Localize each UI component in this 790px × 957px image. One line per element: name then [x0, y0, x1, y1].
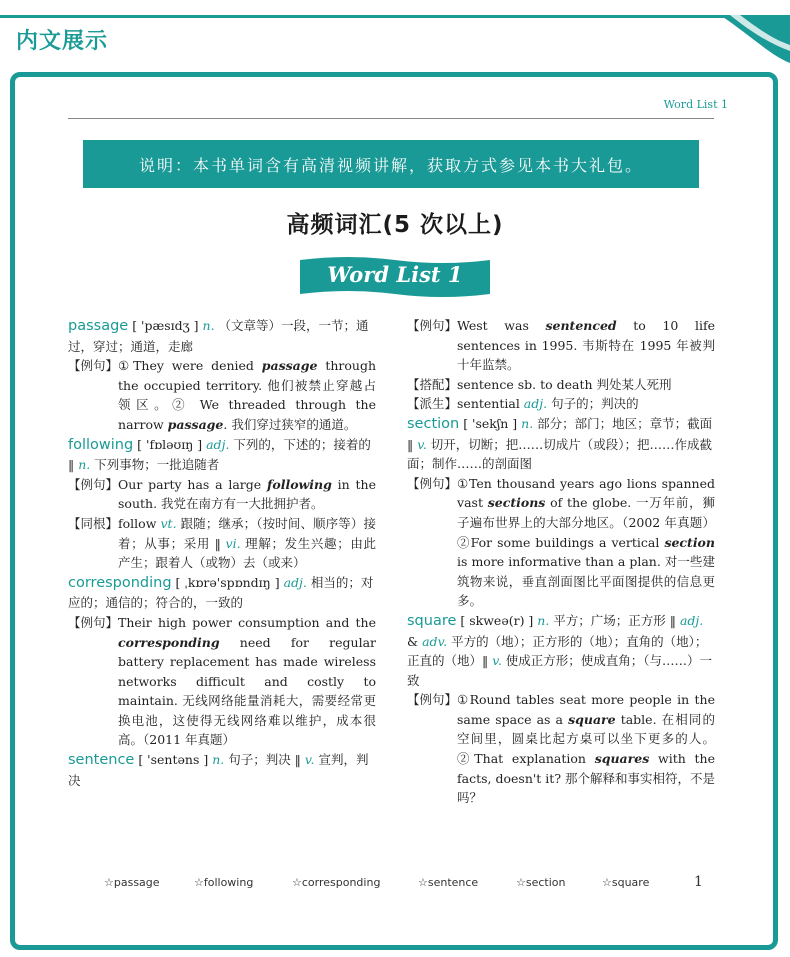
entry-corresponding — [68, 573, 376, 613]
example-keyword: square — [568, 711, 616, 727]
phonetic: [ ˌkɒrə'spɒndɪŋ ] — [171, 574, 284, 590]
example-part: need for regular battery replacement has made wireless networks difficult and costly to maintain. 无线网络能量消耗大，需要经常更换电池，这使得无线网络难以维护，成本很高。（2011 年真题） — [118, 634, 376, 748]
example-part: ①They were denied — [118, 358, 262, 374]
phonetic: [ 'fɒləʊɪŋ ] — [133, 436, 207, 452]
corner-decoration — [700, 15, 790, 65]
footer-item: ☆sentence — [418, 876, 479, 889]
headword: section — [407, 415, 460, 432]
cognate-part: 理解；发生兴趣；由此产生；跟着人（或物）去（或来） — [118, 535, 376, 571]
definition: 平方；广场；正方形 ‖ — [549, 612, 680, 628]
part-of-speech: n. — [202, 318, 215, 333]
part-of-speech: adj. — [283, 574, 307, 590]
part-of-speech: n. — [78, 457, 91, 473]
example-part: ①Ten thousand years ago lions spanned vast — [457, 475, 715, 511]
example-part: through the occupied territory. 他们被禁止穿越占领区。② We threaded through the narrow — [118, 358, 376, 432]
part-of-speech: adj. — [206, 436, 230, 452]
derivative-part: sentential — [457, 396, 524, 412]
phonetic: [ 'sekʃn ] — [459, 415, 522, 431]
example-tag: 【例句】 — [68, 358, 119, 374]
example-text — [457, 474, 715, 611]
part-of-speech: vi. — [225, 535, 241, 551]
running-head: Word List 1 — [663, 98, 728, 111]
part-of-speech: v. — [417, 436, 427, 452]
right-column — [407, 316, 715, 808]
example-part: . 我们穿过狭窄的通道。 — [223, 416, 357, 432]
example-keyword: following — [266, 476, 332, 492]
example-corresponding — [68, 613, 376, 750]
entry-square — [407, 611, 715, 690]
example-keyword: sections — [487, 495, 546, 511]
definition: 部分；部门；地区；章节；截面 ‖ — [407, 415, 713, 452]
example-part: West was — [457, 318, 546, 333]
phonetic: [ 'pæsɪdʒ ] — [128, 318, 203, 333]
headword: passage — [68, 318, 129, 334]
definition: 下列的，下述的；接着的 ‖ — [68, 436, 371, 473]
cognate-part: follow — [118, 515, 161, 531]
entry-passage — [68, 316, 376, 356]
example-keyword: passage — [261, 358, 318, 374]
entry-sentence — [68, 750, 376, 790]
example-text — [118, 613, 376, 750]
part-of-speech: n. — [521, 415, 534, 431]
headword: following — [68, 436, 134, 453]
definition: 下列事物；一批追随者 — [90, 457, 220, 473]
example-part: to 10 life sentences in 1995. 韦斯特在 1995 年被判十年监禁。 — [457, 318, 715, 373]
example-part: Our party has a large — [118, 476, 267, 492]
example-part: ①Round tables seat more people in the same space as a — [457, 692, 715, 727]
example-passage — [68, 356, 376, 434]
definition: （文章等）一段，一节；通过，穿过；通道，走廊 — [68, 318, 369, 354]
definition: 切开，切断；把……切成片（或段）；把……作成截面；制作……的剖面图 — [407, 436, 713, 472]
example-keyword: section — [664, 534, 715, 550]
entry-section — [407, 414, 715, 474]
headword: sentence — [68, 752, 135, 769]
header-rule — [0, 15, 790, 18]
example-section — [407, 474, 715, 611]
footer-item: ☆section — [516, 876, 566, 889]
example-keyword: passage — [167, 416, 224, 432]
phonetic: [ skweə(r) ] — [456, 612, 538, 628]
derivative-sentence — [407, 394, 715, 414]
part-of-speech: adj. — [679, 612, 704, 628]
definition: & — [407, 633, 423, 649]
definition: 句子；判决 ‖ — [224, 752, 305, 768]
example-following — [68, 475, 376, 514]
example-tag: 【例句】 — [407, 692, 458, 708]
example-text — [457, 690, 715, 808]
example-part: of the globe. 一万年前，狮子遍布世界上的大部分地区。（2002 年真题）②For some buildings a vertical — [457, 495, 715, 550]
example-tag: 【例句】 — [407, 475, 458, 491]
cognate-following — [68, 514, 376, 573]
example-keyword: squares — [594, 751, 650, 767]
example-tag: 【例句】 — [68, 476, 119, 492]
example-tag: 【例句】 — [68, 614, 119, 630]
headword: square — [407, 612, 457, 629]
cognate-text — [118, 514, 376, 573]
banner-label: Word List 1 — [327, 262, 463, 287]
part-of-speech: adj. — [523, 396, 548, 412]
footer-item: ☆passage — [104, 876, 160, 889]
definition: 平方的（地）；正方形的（地）；直角的（地）；正直的（地）‖ — [407, 633, 708, 669]
cognate-tag: 【同根】 — [68, 515, 119, 531]
notice-box — [83, 140, 699, 188]
footer-item: ☆following — [194, 876, 254, 889]
cognate-part: 跟随；继承；（按时间、顺序等）接着；从事；采用 ‖ — [118, 515, 376, 551]
phonetic: [ 'sentəns ] — [134, 752, 213, 768]
header-divider — [68, 118, 714, 119]
part-of-speech: adv. — [422, 633, 448, 649]
example-keyword: corresponding — [118, 634, 220, 650]
example-part: table. 在相同的空间里，圆桌比起方桌可以坐下更多的人。②That explanation — [457, 711, 715, 767]
derivative-part: 句子的；判决的 — [547, 396, 639, 412]
headword: corresponding — [68, 574, 172, 591]
part-of-speech: v. — [492, 653, 502, 669]
section-title: 高频词汇(5 次以上) — [286, 212, 504, 238]
definition: 使成正方形；使成直角；（与……）一致 — [407, 653, 713, 688]
example-part: is more informative than a plan. 对一些建筑物来说，垂直剖面图比平面图提供的信息更多。 — [457, 554, 715, 609]
collocation-sentence — [407, 375, 715, 395]
entry-following — [68, 435, 376, 475]
footer-item: ☆square — [602, 876, 650, 889]
example-text — [118, 475, 376, 514]
left-column — [68, 316, 376, 790]
example-sentence — [407, 316, 715, 375]
example-part: in the south. 我党在南方有一大批拥护者。 — [118, 476, 376, 512]
part-of-speech: n. — [212, 752, 225, 768]
collocation-tag: 【搭配】 — [407, 376, 458, 392]
example-text — [457, 316, 715, 375]
example-part: with the facts, doesn't it? 那个解释和事实相符，不是吗？ — [457, 751, 715, 806]
header-title: 内文展示 — [16, 29, 109, 54]
part-of-speech: n. — [537, 612, 550, 628]
part-of-speech: v. — [304, 752, 315, 768]
example-keyword: sentenced — [545, 318, 617, 333]
collocation-text: sentence sb. to death 判处某人死刑 — [457, 376, 672, 392]
derivative-tag: 【派生】 — [407, 396, 458, 412]
part-of-speech: vt. — [160, 515, 177, 531]
footer-item: ☆corresponding — [292, 876, 381, 889]
example-part: Their high power consumption and the — [118, 614, 376, 630]
page-number: 1 — [694, 874, 703, 890]
example-tag: 【例句】 — [407, 318, 458, 333]
notice-text: 说明：本书单词含有高清视频讲解，获取方式参见本书大礼包。 — [138, 155, 643, 175]
definition: 宣判，判决 — [68, 752, 369, 788]
example-square — [407, 690, 715, 808]
derivative-text — [457, 394, 715, 414]
definition: 相当的；对应的；通信的；符合的，一致的 — [68, 574, 374, 611]
example-text — [118, 356, 376, 434]
